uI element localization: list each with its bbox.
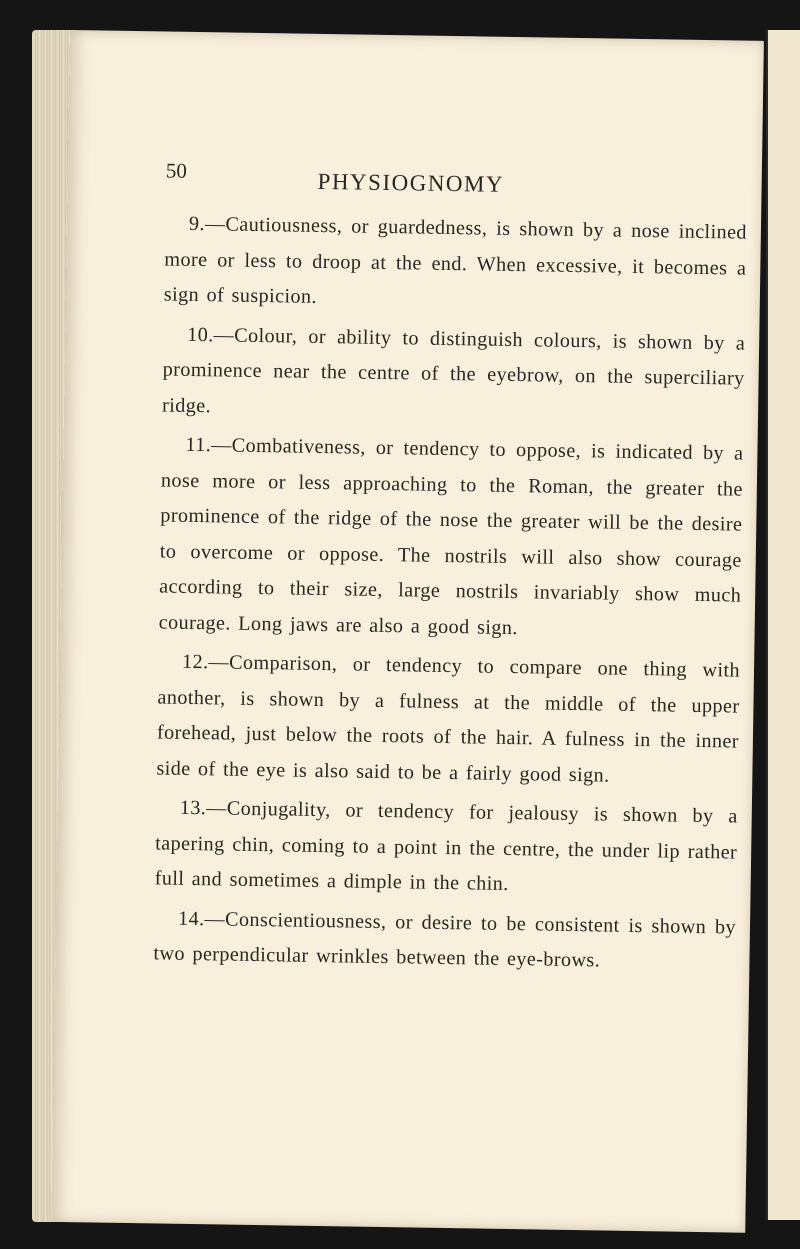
page-header <box>165 159 748 216</box>
running-head: PHYSIOGNOMY <box>317 168 505 197</box>
paragraph-10: 10.—Colour, or ability to distinguish colours, is shown by a prominence near the centre of the eyebrow, on the superciliary ridge. <box>161 323 746 417</box>
facing-page-edge <box>766 30 800 1220</box>
paragraph-9: 9.—Cautiousness, or guardedness, is shown by a nose inclined more or less to droop at the end. When excessive, it becomes a sign of suspicion. <box>163 212 748 308</box>
book-page <box>51 30 764 1233</box>
paragraph-12: 12.—Comparison, or tendency to compare one thing with another, is shown by a fulness at the middle of the upper forehead, just below the roots of the hair. A fulness in the inner side of the eye is also said to be a fairly good sign. <box>156 650 741 787</box>
paragraph-11: 11.—Combativeness, or tendency to oppose, is indicated by a nose more or less approaching to the Roman, the greater the prominence of the ridge of the nose the greater will be the desire to overcome or oppose. The nostrils will also show courage according to their size, large nostrils invariably show much courage. Long jaws are also a good sign. <box>158 433 744 639</box>
text-block <box>153 159 748 986</box>
paragraph-14: 14.—Conscientiousness, or desire to be consistent is shown by two perpendicular wrinkles between the eye-brows. <box>153 907 737 972</box>
page-number: 50 <box>165 158 187 183</box>
paragraph-13: 13.—Conjugality, or tendency for jealousy is shown by a tapering chin, coming to a point in the centre, the under lip rather full and sometimes a dimple in the chin. <box>154 796 738 895</box>
